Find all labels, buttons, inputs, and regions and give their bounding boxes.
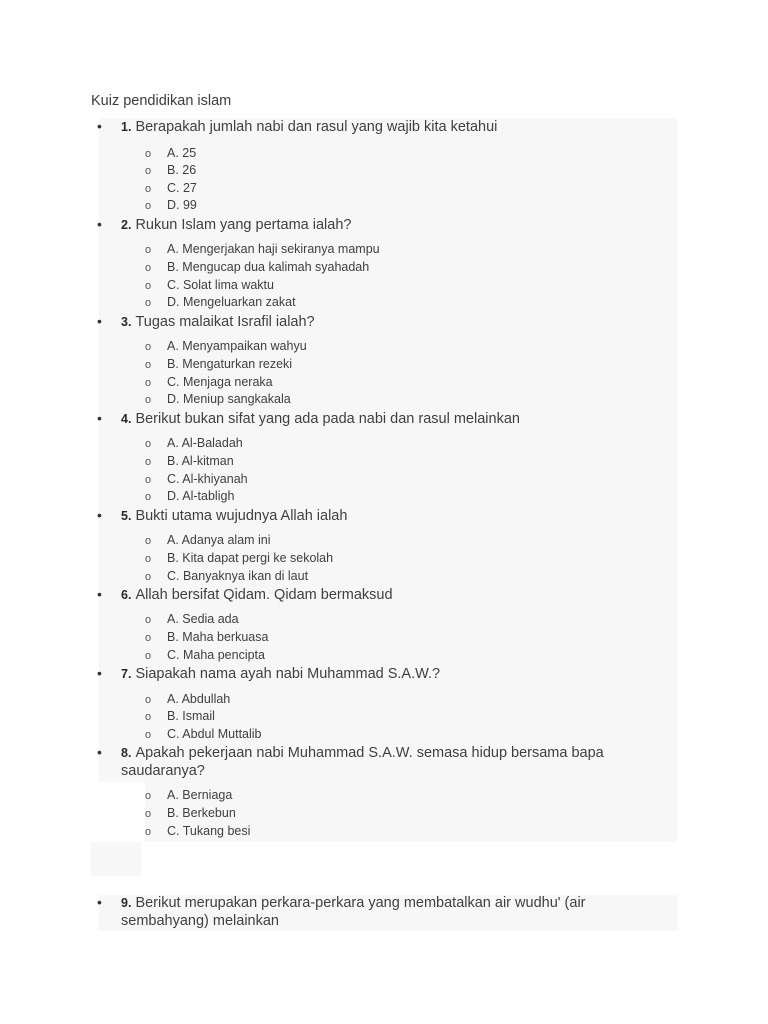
option-label: D. Al-tabligh bbox=[167, 489, 235, 503]
question-label: Berikut bukan sifat yang ada pada nabi dan rasul melainkan bbox=[135, 411, 520, 427]
question-number: 7. bbox=[121, 667, 132, 681]
option-item bbox=[145, 277, 274, 294]
option-marker: o bbox=[145, 244, 152, 256]
option-item bbox=[145, 162, 196, 179]
option-label: B. Maha berkuasa bbox=[167, 630, 269, 644]
bullet-marker: • bbox=[97, 118, 102, 134]
option-item bbox=[145, 453, 234, 470]
option-marker: o bbox=[145, 474, 152, 486]
bullet-marker: • bbox=[97, 586, 102, 602]
option-label: C. Banyaknya ikan di laut bbox=[167, 569, 309, 583]
option-marker: o bbox=[145, 614, 152, 626]
option-label: C. Tukang besi bbox=[167, 824, 251, 838]
option-label: C. Abdul Muttalib bbox=[167, 727, 262, 741]
question-label: Berapakah jumlah nabi dan rasul yang wajib kita ketahui bbox=[135, 119, 498, 135]
question-number: 5. bbox=[121, 509, 132, 523]
option-marker: o bbox=[145, 438, 152, 450]
question-label: Bukti utama wujudnya Allah ialah bbox=[135, 508, 348, 524]
question-text bbox=[121, 744, 651, 780]
question-number: 3. bbox=[121, 315, 132, 329]
option-label: C. Solat lima waktu bbox=[167, 278, 274, 292]
option-item bbox=[145, 374, 273, 391]
option-item bbox=[145, 259, 369, 276]
option-label: A. Menyampaikan wahyu bbox=[167, 339, 307, 353]
option-label: B. Berkebun bbox=[167, 806, 236, 820]
option-marker: o bbox=[145, 262, 152, 274]
option-marker: o bbox=[145, 148, 152, 160]
option-marker: o bbox=[145, 200, 152, 212]
question-label: Berikut merupakan perkara-perkara yang membatalkan air wudhu' (air sembahyang) melainkan bbox=[121, 895, 586, 929]
option-marker: o bbox=[145, 790, 152, 802]
question-text bbox=[121, 313, 651, 331]
option-item bbox=[145, 568, 308, 585]
option-label: A. Sedia ada bbox=[167, 612, 239, 626]
option-label: C. Menjaga neraka bbox=[167, 375, 273, 389]
option-item bbox=[145, 391, 291, 408]
option-item bbox=[145, 611, 239, 628]
page-title: Kuiz pendidikan islam bbox=[91, 93, 232, 109]
question-number: 2. bbox=[121, 218, 132, 232]
question-text bbox=[121, 586, 651, 604]
option-marker: o bbox=[145, 808, 152, 820]
option-item bbox=[145, 488, 234, 505]
option-label: B. Mengaturkan rezeki bbox=[167, 357, 293, 371]
option-label: C. 27 bbox=[167, 181, 197, 195]
option-label: C. Al-khiyanah bbox=[167, 472, 248, 486]
question-text bbox=[121, 216, 651, 234]
option-item bbox=[145, 647, 265, 664]
question-label: Allah bersifat Qidam. Qidam bermaksud bbox=[135, 587, 393, 603]
option-item bbox=[145, 532, 271, 549]
question-text bbox=[121, 665, 651, 683]
content-shade bbox=[91, 842, 141, 876]
option-label: B. Mengucap dua kalimah syahadah bbox=[167, 260, 370, 274]
option-marker: o bbox=[145, 694, 152, 706]
option-label: B. Kita dapat pergi ke sekolah bbox=[167, 551, 334, 565]
bullet-marker: • bbox=[97, 894, 102, 910]
option-marker: o bbox=[145, 280, 152, 292]
option-label: A. Berniaga bbox=[167, 788, 233, 802]
question-number: 9. bbox=[121, 896, 132, 910]
question-text bbox=[121, 118, 651, 136]
option-item bbox=[145, 435, 243, 452]
bullet-marker: • bbox=[97, 410, 102, 426]
option-item bbox=[145, 726, 262, 743]
option-item bbox=[145, 805, 236, 822]
option-item bbox=[145, 356, 292, 373]
option-label: A. Abdullah bbox=[167, 692, 231, 706]
option-label: A. Adanya alam ini bbox=[167, 533, 271, 547]
option-item bbox=[145, 471, 248, 488]
option-item bbox=[145, 823, 250, 840]
option-marker: o bbox=[145, 491, 152, 503]
option-marker: o bbox=[145, 711, 152, 723]
option-marker: o bbox=[145, 553, 152, 565]
option-marker: o bbox=[145, 165, 152, 177]
option-item bbox=[145, 787, 232, 804]
option-marker: o bbox=[145, 535, 152, 547]
option-item bbox=[145, 629, 268, 646]
option-label: B. Ismail bbox=[167, 709, 215, 723]
option-item bbox=[145, 691, 230, 708]
option-marker: o bbox=[145, 377, 152, 389]
option-item bbox=[145, 294, 296, 311]
question-text bbox=[121, 894, 651, 930]
option-marker: o bbox=[145, 650, 152, 662]
question-label: Siapakah nama ayah nabi Muhammad S.A.W.? bbox=[135, 666, 441, 682]
option-item bbox=[145, 197, 197, 214]
option-marker: o bbox=[145, 394, 152, 406]
option-marker: o bbox=[145, 571, 152, 583]
option-marker: o bbox=[145, 729, 152, 741]
question-number: 1. bbox=[121, 120, 132, 134]
question-label: Apakah pekerjaan nabi Muhammad S.A.W. semasa hidup bersama bapa saudaranya? bbox=[121, 745, 604, 779]
option-label: D. Meniup sangkakala bbox=[167, 392, 291, 406]
option-item bbox=[145, 145, 196, 162]
option-label: B. 26 bbox=[167, 163, 197, 177]
option-item bbox=[145, 708, 215, 725]
option-marker: o bbox=[145, 297, 152, 309]
option-item bbox=[145, 241, 380, 258]
option-item bbox=[145, 180, 197, 197]
bullet-marker: • bbox=[97, 216, 102, 232]
option-item bbox=[145, 550, 333, 567]
option-marker: o bbox=[145, 183, 152, 195]
option-marker: o bbox=[145, 632, 152, 644]
bullet-marker: • bbox=[97, 665, 102, 681]
option-label: A. 25 bbox=[167, 146, 197, 160]
question-number: 8. bbox=[121, 746, 132, 760]
question-text bbox=[121, 410, 651, 428]
bullet-marker: • bbox=[97, 744, 102, 760]
option-label: A. Al-Baladah bbox=[167, 436, 243, 450]
option-label: C. Maha pencipta bbox=[167, 648, 265, 662]
option-marker: o bbox=[145, 341, 152, 353]
option-label: A. Mengerjakan haji sekiranya mampu bbox=[167, 242, 380, 256]
bullet-marker: • bbox=[97, 313, 102, 329]
option-marker: o bbox=[145, 826, 152, 838]
option-label: D. Mengeluarkan zakat bbox=[167, 295, 296, 309]
question-label: Tugas malaikat Israfil ialah? bbox=[135, 314, 315, 330]
option-marker: o bbox=[145, 359, 152, 371]
bullet-marker: • bbox=[97, 507, 102, 523]
question-label: Rukun Islam yang pertama ialah? bbox=[135, 217, 352, 233]
question-number: 4. bbox=[121, 412, 132, 426]
question-number: 6. bbox=[121, 588, 132, 602]
option-label: B. Al-kitman bbox=[167, 454, 234, 468]
option-label: D. 99 bbox=[167, 198, 197, 212]
option-marker: o bbox=[145, 456, 152, 468]
question-text bbox=[121, 507, 651, 525]
option-item bbox=[145, 338, 307, 355]
